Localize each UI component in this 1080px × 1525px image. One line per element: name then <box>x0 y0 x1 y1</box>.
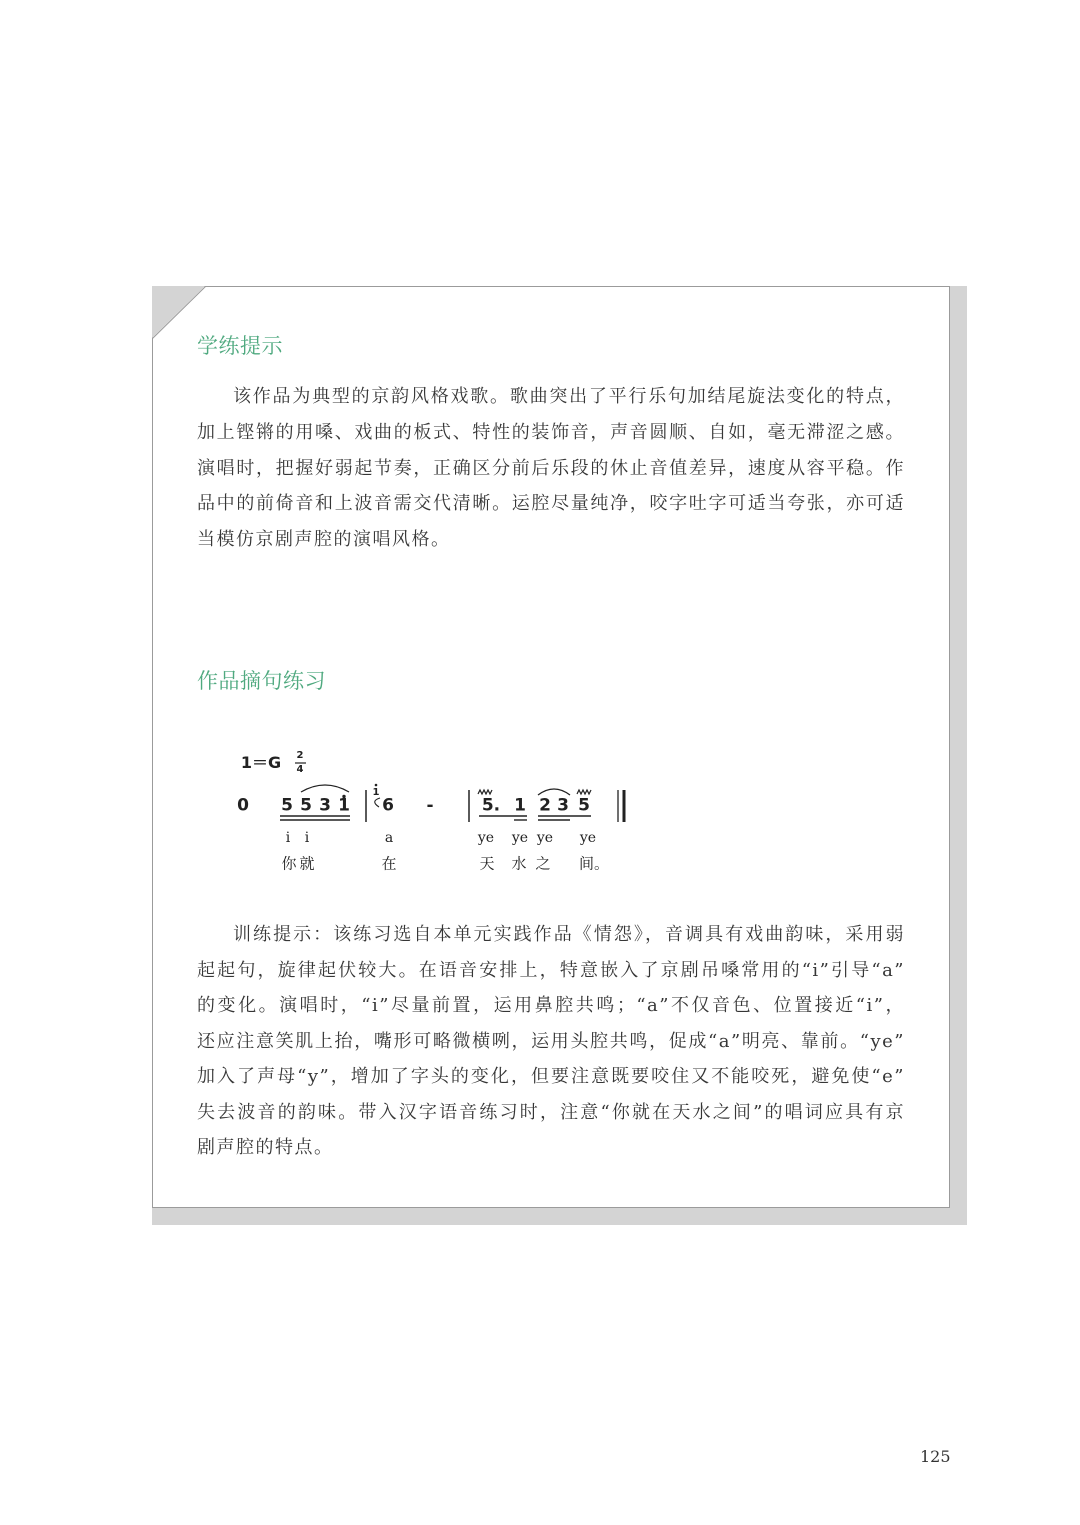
grace-note: 1 <box>372 787 380 798</box>
time-signature-top: 2 <box>296 750 304 761</box>
key-signature: 1＝G <box>240 753 282 772</box>
syllable: ye <box>477 830 495 846</box>
score-note: 5 <box>578 795 590 816</box>
score-note: 5 <box>281 795 293 816</box>
training-tips-line: 失去波音的韵味。带入汉字语音练习时，注意“你就在天水之间”的唱词应具有京 <box>197 1101 905 1123</box>
page-number: 125 <box>920 1447 951 1466</box>
folded-corner-shape <box>152 286 205 338</box>
practice-tips-heading: 学练提示 <box>197 334 283 358</box>
training-tips-line: 训练提示：该练习选自本单元实践作品《情怨》，音调具有戏曲韵味，采用弱 <box>233 924 905 945</box>
lyric-char: 之 <box>535 854 551 873</box>
mordent-icon <box>478 790 492 794</box>
jianpu-score <box>230 745 640 880</box>
practice-tips-line: 加上铿锵的用嗓、戏曲的板式、特性的装饰音，声音圆顺、自如，毫无滞涩之感。 <box>197 421 905 443</box>
practice-tips-paragraph <box>197 379 905 558</box>
lyric-char: 天 <box>479 854 495 873</box>
score-note: 1 <box>514 795 526 816</box>
syllable: i <box>304 830 310 846</box>
slur-mark <box>538 789 570 795</box>
syllable: ye <box>579 830 597 846</box>
score-note-rest: 0 <box>237 795 249 816</box>
training-tips-paragraph <box>197 917 905 1166</box>
lyric-char: 你 <box>281 854 297 873</box>
score-note: 2 <box>539 795 551 816</box>
grace-high-octave-dot <box>375 784 378 787</box>
mordent-icon <box>577 790 591 794</box>
practice-tips-line: 品中的前倚音和上波音需交代清晰。运腔尽量纯净，咬字吐字可适当夸张，亦可适 <box>197 493 905 515</box>
score-note: 3 <box>557 795 569 816</box>
practice-tips-line: 该作品为典型的京韵风格戏歌。歌曲突出了平行乐句加结尾旋法变化的特点， <box>233 386 905 407</box>
lyric-char: 就 <box>299 854 315 873</box>
score-note-dotted: 5. <box>481 795 501 816</box>
syllable: a <box>384 830 394 846</box>
practice-tips-line: 当模仿京剧声腔的演唱风格。 <box>197 529 451 551</box>
score-note: 6 <box>382 795 394 816</box>
syllable: i <box>285 830 291 846</box>
training-tips-line: 还应注意笑肌上抬，嘴形可略微横咧，运用头腔共鸣，促成“a”明亮、靠前。“ye” <box>197 1030 905 1052</box>
grace-note-arc <box>375 798 380 807</box>
slur-mark <box>301 785 349 792</box>
training-tips-line: 剧声腔的特点。 <box>197 1137 334 1158</box>
training-tips-line: 加入了声母“y”，增加了字头的变化，但要注意既要咬住又不能咬死，避免使“e” <box>197 1066 905 1087</box>
syllable: ye <box>511 830 529 846</box>
lyric-char: 间。 <box>578 854 610 873</box>
score-note: 5 <box>300 795 312 816</box>
score-note-extension-dash: - <box>426 795 434 816</box>
score-note: 3 <box>319 795 331 816</box>
training-tips-line: 起起句，旋律起伏较大。在语音安排上，特意嵌入了京剧吊嗓常用的“i”引导“a” <box>197 959 905 981</box>
training-tips-line: 的变化。演唱时，“i”尽量前置，运用鼻腔共鸣；“a”不仅音色、位置接近“i”， <box>197 995 905 1016</box>
score-note: 1 <box>338 795 350 816</box>
time-signature-bottom: 4 <box>296 764 304 775</box>
lyric-char: 水 <box>511 854 527 873</box>
excerpt-heading: 作品摘句练习 <box>197 669 326 693</box>
practice-tips-line: 演唱时，把握好弱起节奏，正确区分前后乐段的休止音值差异，速度从容平稳。作 <box>197 457 905 479</box>
lyric-char: 在 <box>381 854 397 873</box>
syllable: ye <box>536 830 554 846</box>
